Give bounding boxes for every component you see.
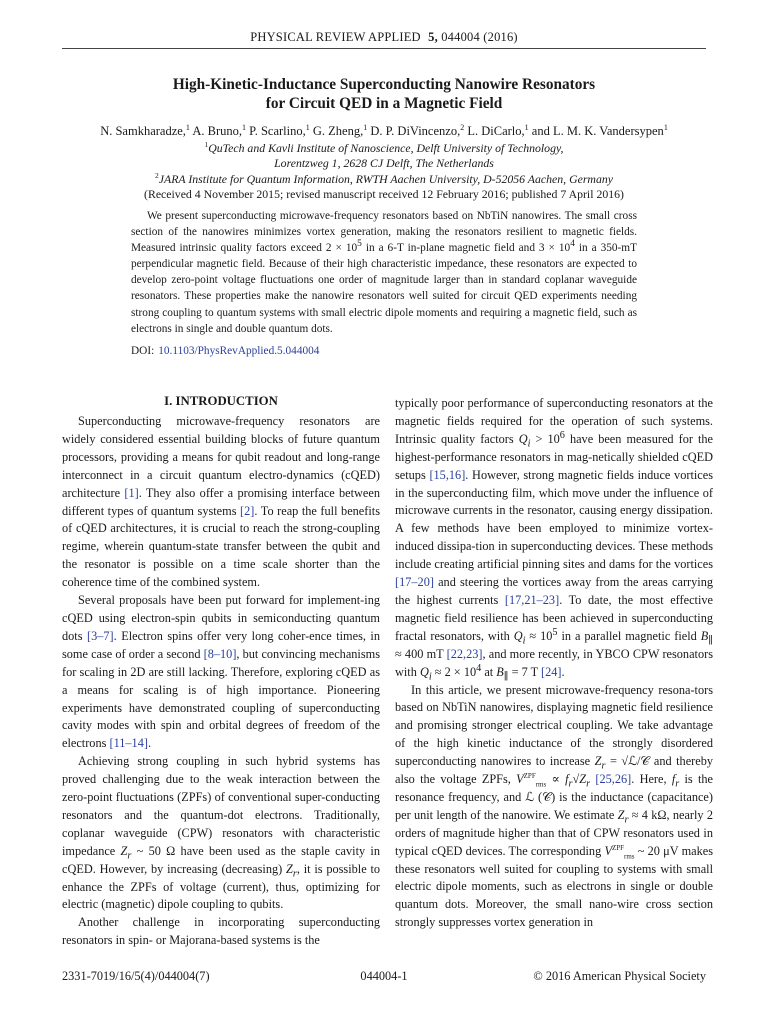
left-column xyxy=(62,413,380,950)
reference-link[interactable]: [22,23] xyxy=(446,646,483,661)
title-line-1: High-Kinetic-Inductance Superconducting Nanowire Resonators xyxy=(172,76,596,93)
reference-link[interactable]: [25,26] xyxy=(595,772,632,787)
affiliation-1: $^1$QuTech and Kavli Institute of Nanoscience, Delft University of Technology, xyxy=(204,140,564,155)
paragraph: In this article, we present microwave-frequency resona-tors based on NbTiN nanowires, displaying magnetic field resilience and promising stronger electrical coupling. We take advantage of the high kinetic inductance of the strongly disordered superconducting nanowires to increase $Z_r$ = √ℒ/𝒞 and thereby also the voltage ZPFs, $V^{ZPF}_{rms} \propto f_r√Z_r$ [25,26]. Here, $f_r$ is the resonance frequency, and ℒ (𝒞) is the inductance (capacitance) per unit length of the nanowire. We estimate $Z_r \approx 4$ kΩ, nearly 2 orders of magnitude higher than that of CPW resonators used in typical cQED devices. The corresponding $V^{ZPF}_{rms}$ ~ 20 μV makes these resonators well suited for coupling to systems with small electric dipole moments, such as electrons in single or double quantum dots. Moreover, the small nano-wire cross section strongly suppresses vortex generation in xyxy=(395,682,713,930)
reference-link[interactable]: [11–14] xyxy=(109,736,148,751)
author: L. DiCarlo, xyxy=(464,124,525,138)
doi-label: DOI: xyxy=(131,345,155,357)
section-heading: I. INTRODUCTION xyxy=(164,394,278,408)
reference-link[interactable]: [8–10] xyxy=(203,646,237,661)
paragraph: Superconducting microwave-frequency resonators are widely considered essential building blocks of future quantum processors, providing a means for qubit readout and long-range interconnect in a circuit quantum electro-dynamics (cQED) architecture [1]. They also offer a promising interface between different types of quantum systems [2]. To reap the full benefits of cQED architectures, it is crucial to reach the strong-coupling regime, wherein quantum-state transfer between the qubit and the resonator is possible on a time scale shorter than the coherence time of the combined system. xyxy=(62,414,380,590)
reference-link[interactable]: [17–20] xyxy=(395,575,434,590)
affiliations xyxy=(40,141,728,203)
paragraph: typically poor performance of superconducting resonators at the magnetic fields required for the operation of such systems. Intrinsic quality factors $Q_i > 10^6$ have been measured for the highest-performance resonators in mag-netically shielded cQED setups [15,16]. However, strong magnetic fields induce vortices in the superconducting film, which move under the influence of microwave currents in the resonator, causing energy dissipation. A few methods have been employed to minimize vortex-induced dissipa-tion in superconducting devices. These methods include creating artificial pinning sites and dams for the vortices [17–20] and steering the vortices away from the areas carrying the highest currents [17,21–23]. To date, the most effective magnetic field resilience has been achieved in superconducting fractal resonators, with $Q_i \approx 10^5$ in a parallel magnetic field $B_\parallel \approx 400$ mT [22,23], and more recently, in YBCO CPW resonators with $Q_i \approx 2 \times 10^4$ at $B_\parallel = 7$ T [24]. xyxy=(395,396,714,683)
affiliation-2: $^2$JARA Institute for Quantum Information, RWTH Aachen University, D-52056 Aachen, Germany xyxy=(155,170,613,186)
author-affiliation-mark: 1 xyxy=(524,122,529,132)
author: N. Samkharadze, xyxy=(100,124,186,138)
running-header xyxy=(0,30,768,45)
footer-copyright: © 2016 American Physical Society xyxy=(533,969,706,983)
abstract xyxy=(131,208,637,337)
reference-link[interactable]: [1] xyxy=(124,485,139,500)
reference-link[interactable]: [17,21–23] xyxy=(504,592,560,607)
author-affiliation-mark: 1 xyxy=(663,122,668,132)
reference-link[interactable]: [2] xyxy=(240,503,255,518)
title-line-2: for Circuit QED in a Magnetic Field xyxy=(265,95,503,112)
journal-volume: 5, xyxy=(428,30,438,44)
doi-link[interactable]: 10.1103/PhysRevApplied.5.044004 xyxy=(158,345,320,357)
journal-citation: 044004 (2016) xyxy=(441,30,518,44)
reference-link[interactable]: [24] xyxy=(541,664,562,679)
author-affiliation-mark: 2 xyxy=(460,122,465,132)
journal-name: PHYSICAL REVIEW APPLIED xyxy=(250,30,421,44)
paragraph: Another challenge in incorporating superconducting resonators in spin- or Majorana-based systems is the xyxy=(62,915,380,948)
author: G. Zheng, xyxy=(309,124,364,138)
paper-title xyxy=(60,75,708,113)
paragraph: Achieving strong coupling in such hybrid systems has proved challenging due to the weak interaction between the zero-point fluctuations (ZPFs) of conventional super-conducting resonators and the quantum-dot electrons. Traditionally, coplanar waveguide (CPW) resonators with characteristic impedance $Z_r$ ~ 50 Ω have been used as the staple cavity in cQED. However, by increasing (decreasing) $Z_r$, it is possible to enhance the ZPFs of voltage (current), thus, optimizing for electric (magnetic) dipole coupling to qubits. xyxy=(62,754,381,912)
author: A. Bruno, xyxy=(189,124,243,138)
author-affiliation-mark: 1 xyxy=(185,122,190,132)
footer-page-number: 044004-1 xyxy=(360,969,408,983)
reference-link[interactable]: [15,16] xyxy=(429,467,466,482)
author: and L. M. K. Vandersypen xyxy=(528,124,664,138)
doi-line xyxy=(131,345,319,357)
footer-issn: 2331-7019/16/5(4)/044004(7) xyxy=(62,969,210,983)
author: P. Scarlino, xyxy=(246,124,306,138)
paragraph: Several proposals have been put forward for implement-ing cQED using electron-spin qubits in semiconducting quantum dots [3–7]. Electron spins offer very long coher-ence times, in some case of order a second [8–10], but convincing mechanisms for scaling in 2D are still lacking. Therefore, exploring cQED as a means for scaling is of high importance. Pioneering experiments have demonstrated coupling of superconducting cavity modes with spin and orbital degrees of freedom of the electrons [11–14]. xyxy=(62,593,380,751)
author-affiliation-mark: 1 xyxy=(305,122,310,132)
right-column xyxy=(395,395,713,932)
received-dates: (Received 4 November 2015; revised manuscript received 12 February 2016; published 7 April 2016) xyxy=(144,187,624,202)
abstract-paragraph: We present superconducting microwave-frequency resonators based on NbTiN nanowires. The small cross section of the nanowires minimizes vortex generation, making the resonators resilient to magnetic fields. Measured intrinsic quality factors exceed $2 \times 10^5$ in a 6-T in-plane magnetic field and $3 \times 10^4$ in a 350-mT perpendicular magnetic field. Because of their high characteristic impedance, these resonators are expected to develop zero-point voltage fluctuations one order of magnitude larger than in standard coplanar waveguide resonators. These properties make the nanowire resonators well suited for circuit QED experiments needing strong coupling to quantum systems with small electric dipole moments and requiring a magnetic field, such as electrons in single and double quantum dots. xyxy=(131,210,637,335)
author: D. P. DiVincenzo, xyxy=(367,124,461,138)
affiliation-1-address: Lorentzweg 1, 2628 CJ Delft, The Netherlands xyxy=(274,156,494,171)
author-list xyxy=(40,124,728,139)
author-affiliation-mark: 1 xyxy=(363,122,368,132)
header-rule xyxy=(62,48,706,49)
reference-link[interactable]: [3–7] xyxy=(87,628,114,643)
author-affiliation-mark: 1 xyxy=(242,122,247,132)
